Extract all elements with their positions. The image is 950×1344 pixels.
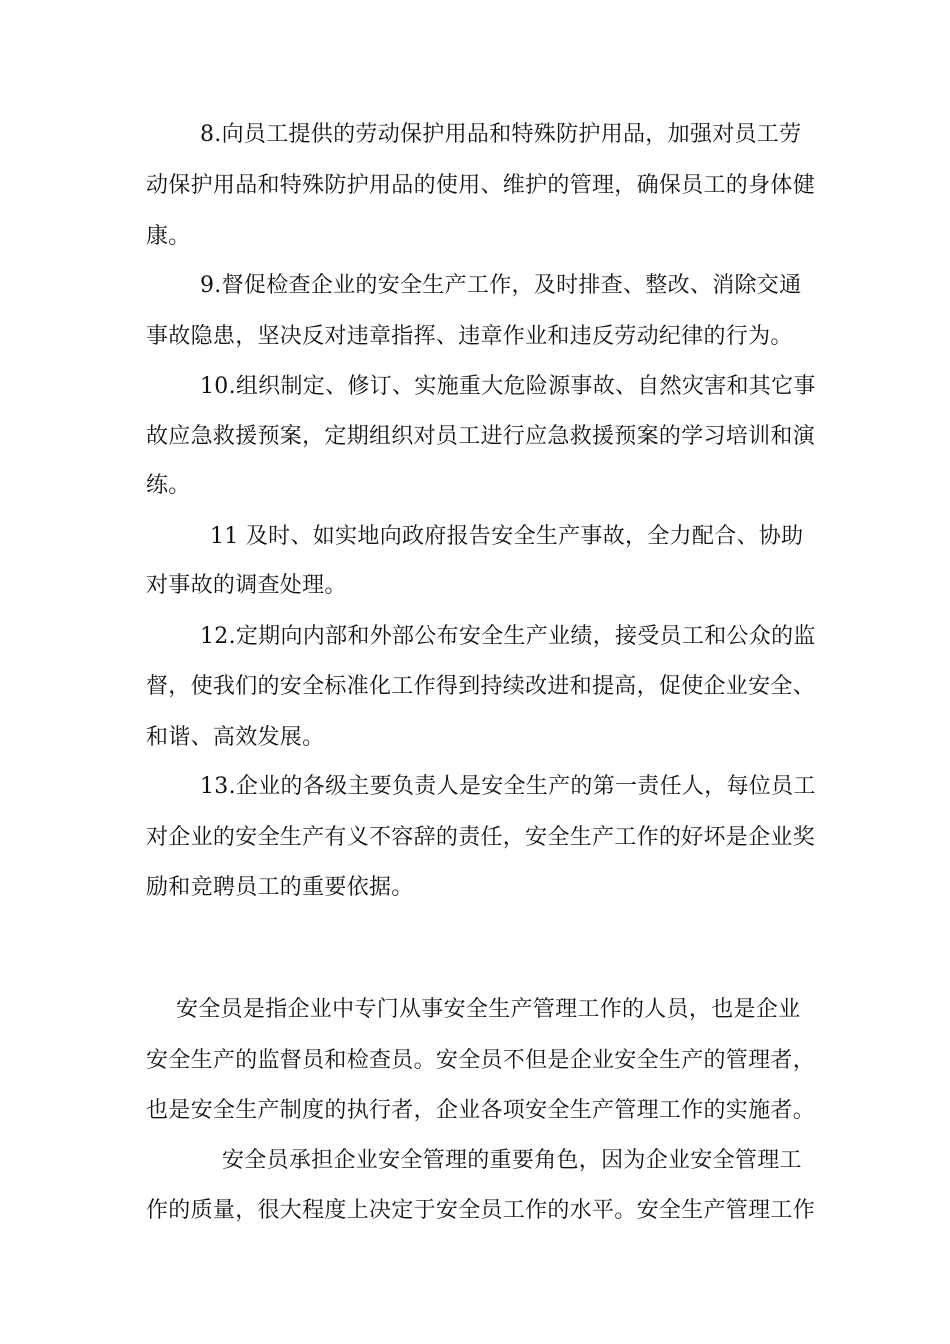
text-line: 12.定期向内部和外部公布安全生产业绩，接受员工和公众的监 (200, 624, 816, 649)
text-line: 安全员是指企业中专门从事安全生产管理工作的人员，也是企业 (176, 997, 801, 1022)
text-line: 对企业的安全生产有义不容辞的责任，安全生产工作的好坏是企业奖 (146, 825, 816, 850)
text-line: 11 及时、如实地向政府报告安全生产事故，全力配合、协助 (210, 524, 804, 549)
text-line: 安全员承担企业安全管理的重要角色，因为企业安全管理工 (222, 1148, 802, 1173)
text-line: 练。 (146, 473, 191, 498)
text-line: 10.组织制定、修订、实施重大危险源事故、自然灾害和其它事 (200, 374, 816, 399)
text-line: 9.督促检查企业的安全生产工作，及时排查、整改、消除交通 (200, 273, 802, 298)
text-line: 13.企业的各级主要负责人是安全生产的第一责任人，每位员工 (200, 774, 816, 799)
text-line: 和谐、高效发展。 (146, 725, 325, 750)
text-line: 康。 (146, 224, 191, 249)
text-line: 督，使我们的安全标准化工作得到持续改进和提高，促使企业安全、 (146, 674, 816, 699)
text-line: 事故隐患，坚决反对违章指挥、违章作业和违反劳动纪律的行为。 (146, 324, 793, 349)
text-line: 作的质量，很大程度上决定于安全员工作的水平。安全生产管理工作 (146, 1198, 816, 1223)
text-line: 励和竞聘员工的重要依据。 (146, 875, 414, 900)
text-line: 8.向员工提供的劳动保护用品和特殊防护用品，加强对员工劳 (200, 122, 802, 147)
text-line: 也是安全生产制度的执行者，企业各项安全生产管理工作的实施者。 (146, 1098, 816, 1123)
text-line: 动保护用品和特殊防护用品的使用、维护的管理，确保员工的身体健 (146, 173, 816, 198)
text-line: 对事故的调查处理。 (146, 573, 347, 598)
text-line: 故应急救援预案，定期组织对员工进行应急救援预案的学习培训和演 (146, 424, 816, 449)
text-line: 安全生产的监督员和检查员。安全员不但是企业安全生产的管理者， (146, 1048, 816, 1073)
